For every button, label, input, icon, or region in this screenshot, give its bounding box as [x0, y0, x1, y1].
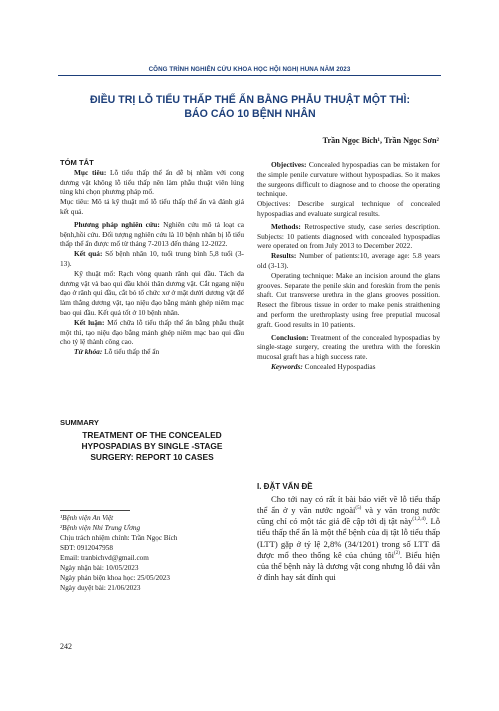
- date-accepted: Ngày duyệt bài: 21/06/2023: [60, 584, 141, 592]
- english-title-line-2: HYPOSPADIAS BY SINGLE -STAGE: [81, 440, 223, 451]
- abstract-objective-vi: [60, 168, 244, 197]
- abstract-methods-vi: [60, 220, 244, 249]
- objective-text-vi: Lỗ tiểu thấp thể ẩn dễ bị nhầm với cong dương vật không lỗ tiểu thấp nên làm phẫu thuật viên lúng túng khi chọn phương pháp mổ.: [60, 167, 244, 197]
- methods-text-en: Retrospective study, case series description. Subjects: 10 patients diagnosed with concealed hypospadias were operated on from July 2013 to December 2022.: [257, 221, 440, 251]
- footnote-rule: [60, 510, 130, 511]
- results-label-en: Results:: [271, 251, 297, 261]
- conclusion-label-vi: Kết luận:: [74, 317, 105, 327]
- results-label-vi: Kết quả:: [74, 249, 103, 259]
- abstract-objective-2-en: Objectives: Describe surgical technique of concealed hypospadias and evaluate surgical results.: [257, 199, 440, 218]
- results-text-en: Number of patients:10, average age: 5.8 years old (3-13).: [257, 251, 440, 270]
- abstract-conclusion-en: [257, 333, 440, 362]
- keywords-text-en: Concealed Hypospadias: [304, 361, 376, 371]
- keywords-label-vi: Từ khóa:: [74, 347, 103, 357]
- english-abstract: [257, 160, 440, 372]
- intro-text-a: Cho tới nay có rất ít bài báo viết về lỗ tiểu thấp thể ẩn ở y văn nước ngoài: [257, 493, 440, 515]
- keywords-text-vi: Lỗ tiểu thấp thể ẩn: [104, 347, 160, 357]
- introduction-section: [257, 482, 440, 583]
- introduction-heading: I. ĐẶT VẤN ĐỀ: [257, 482, 313, 491]
- objectives-text-en: Concealed hypospadias can be mistaken for the simple penile curvature without hypospadias. So it makes the surgeons difficult to diagnose and to choose the operating technique.: [257, 160, 440, 199]
- abstract-objective-en: [257, 160, 440, 199]
- intro-text-c: . Lỗ tiểu thấp thể ẩn là một thể bệnh của dị tật lỗ tiểu thấp (LTT) gặp ở tỷ lệ 2,8% (34/1201) trong số LTT đã được mổ theo thống kê của chúng tôi: [257, 516, 441, 560]
- intro-text-b: và y văn trong nước cũng chỉ có một tác giả đề cập tới dị tật này: [257, 505, 440, 527]
- header-rule: [58, 75, 441, 76]
- citation-ref: (2): [394, 550, 400, 556]
- introduction-paragraph: [257, 494, 440, 584]
- keywords-label-en: Keywords:: [271, 361, 303, 371]
- corresponding-author: Chịu trách nhiệm chính: Trần Ngọc Bích: [60, 534, 178, 542]
- english-title-line-1: TREATMENT OF THE CONCEALED: [82, 429, 222, 440]
- summary-heading: SUMMARY: [60, 418, 99, 427]
- footnotes: [60, 513, 250, 593]
- citation-ref: (1,2,4): [412, 517, 426, 523]
- abstract-methods-en: [257, 222, 440, 251]
- phone-number: SĐT: 0912047958: [60, 544, 113, 552]
- methods-label-vi: Phương pháp nghiên cứu:: [74, 219, 160, 229]
- objective-label-vi: Mục tiêu:: [74, 167, 107, 177]
- abstract-results-vi: [60, 249, 244, 269]
- affiliation-1: ¹Bệnh viện An Việt: [60, 514, 114, 522]
- english-title-line-3: SURGERY: REPORT 10 CASES: [90, 451, 214, 462]
- running-header: CÔNG TRÌNH NGHIÊN CỨU KHOA HỌC HỘI NGHỊ HUNA NĂM 2023: [148, 66, 351, 73]
- article-title-line-2: BÁO CÁO 10 BỆNH NHÂN: [184, 108, 316, 120]
- conclusion-label-en: Conclusion:: [271, 332, 309, 342]
- abstract-technique-en: Operating technique: Make an incision around the glans grooves. Separate the penile skin and foreskin from the penis shaft. Cut transverse urethra in the glans grooves possition. Resect the fibrous tissue in order to make penis straithening and perform the urethroplasty using free preputial mucosal graft. Good results in 10 patients.: [257, 270, 440, 329]
- abstract-results-en: [257, 251, 440, 271]
- conclusion-text-en: Treatment of the concealed hypospadias by single-stage surgery, creating the urethra with the foreskin mucosal graft has a high success rate.: [257, 332, 440, 362]
- author-list: Trần Ngọc Bích¹, Trần Ngọc Sơn²: [322, 136, 439, 145]
- objectives-label-en: Objectives:: [271, 160, 307, 169]
- intro-text-d: . Biểu hiện của thể bệnh này là dương vật cong nhưng lỗ đái vẫn ở đỉnh hay sát đỉnh qui: [257, 549, 440, 583]
- article-title-line-1: ĐIỀU TRỊ LỖ TIỂU THẤP THỂ ẨN BẰNG PHẪU THUẬT MỘT THÌ:: [90, 94, 410, 106]
- email-address: Email: tranbichvd@gmail.com: [60, 554, 149, 562]
- abstract-keywords-en: [257, 362, 440, 372]
- methods-label-en: Methods:: [271, 221, 301, 231]
- english-title-block: [60, 418, 244, 463]
- affiliation-2: ²Bệnh viện Nhi Trung Ương: [60, 524, 141, 532]
- abstract-objective-2-vi: Mục tiêu: Mô tả kỹ thuật mổ lỗ tiểu thấp thể ẩn và đánh giá kết quả.: [60, 197, 244, 216]
- abstract-technique-vi: Kỹ thuật mổ: Rạch vòng quanh rãnh qui đầu. Tách da dương vật và bao qui đầu khỏi thân dương vật. Cắt ngang niệu đạo ở rãnh qui đầu, cắt bỏ tổ chức xơ ở mặt dưới dương vật để làm thẳng dương vật, tạo niệu đạo bằng mảnh ghép niêm mạc bao qui đầu. Kết quả tốt ở 10 bệnh nhân.: [60, 268, 244, 317]
- abstract-heading-vi: TÓM TẮT: [60, 158, 94, 167]
- methods-text-vi: Nghiên cứu mô tả loạt ca bệnh,hồi cứu. Đối tượng nghiên cứu là 10 bệnh nhân bị lỗ tiểu thấp thể ẩn được mổ từ tháng 7-2013 đến tháng 12-2022.: [60, 219, 244, 249]
- page-number: 242: [60, 642, 72, 651]
- abstract-keywords-vi: [60, 347, 244, 357]
- abstract-conclusion-vi: [60, 318, 244, 347]
- citation-ref: (5): [355, 506, 362, 512]
- conclusion-text-vi: Mổ chữa lỗ tiểu thấp thể ẩn bằng phẫu thuật một thì, tạo niệu đạo bằng mảnh ghép niêm mạc bao qui đầu cho tỷ lệ thành công cao.: [60, 317, 244, 347]
- results-text-vi: Số bệnh nhân 10, tuổi trung bình 5,8 tuổi (3-13).: [60, 249, 244, 268]
- date-received: Ngày nhận bài: 10/05/2023: [60, 564, 139, 572]
- date-reviewed: Ngày phản biện khoa học: 25/05/2023: [60, 574, 170, 582]
- vietnamese-abstract: [60, 158, 244, 357]
